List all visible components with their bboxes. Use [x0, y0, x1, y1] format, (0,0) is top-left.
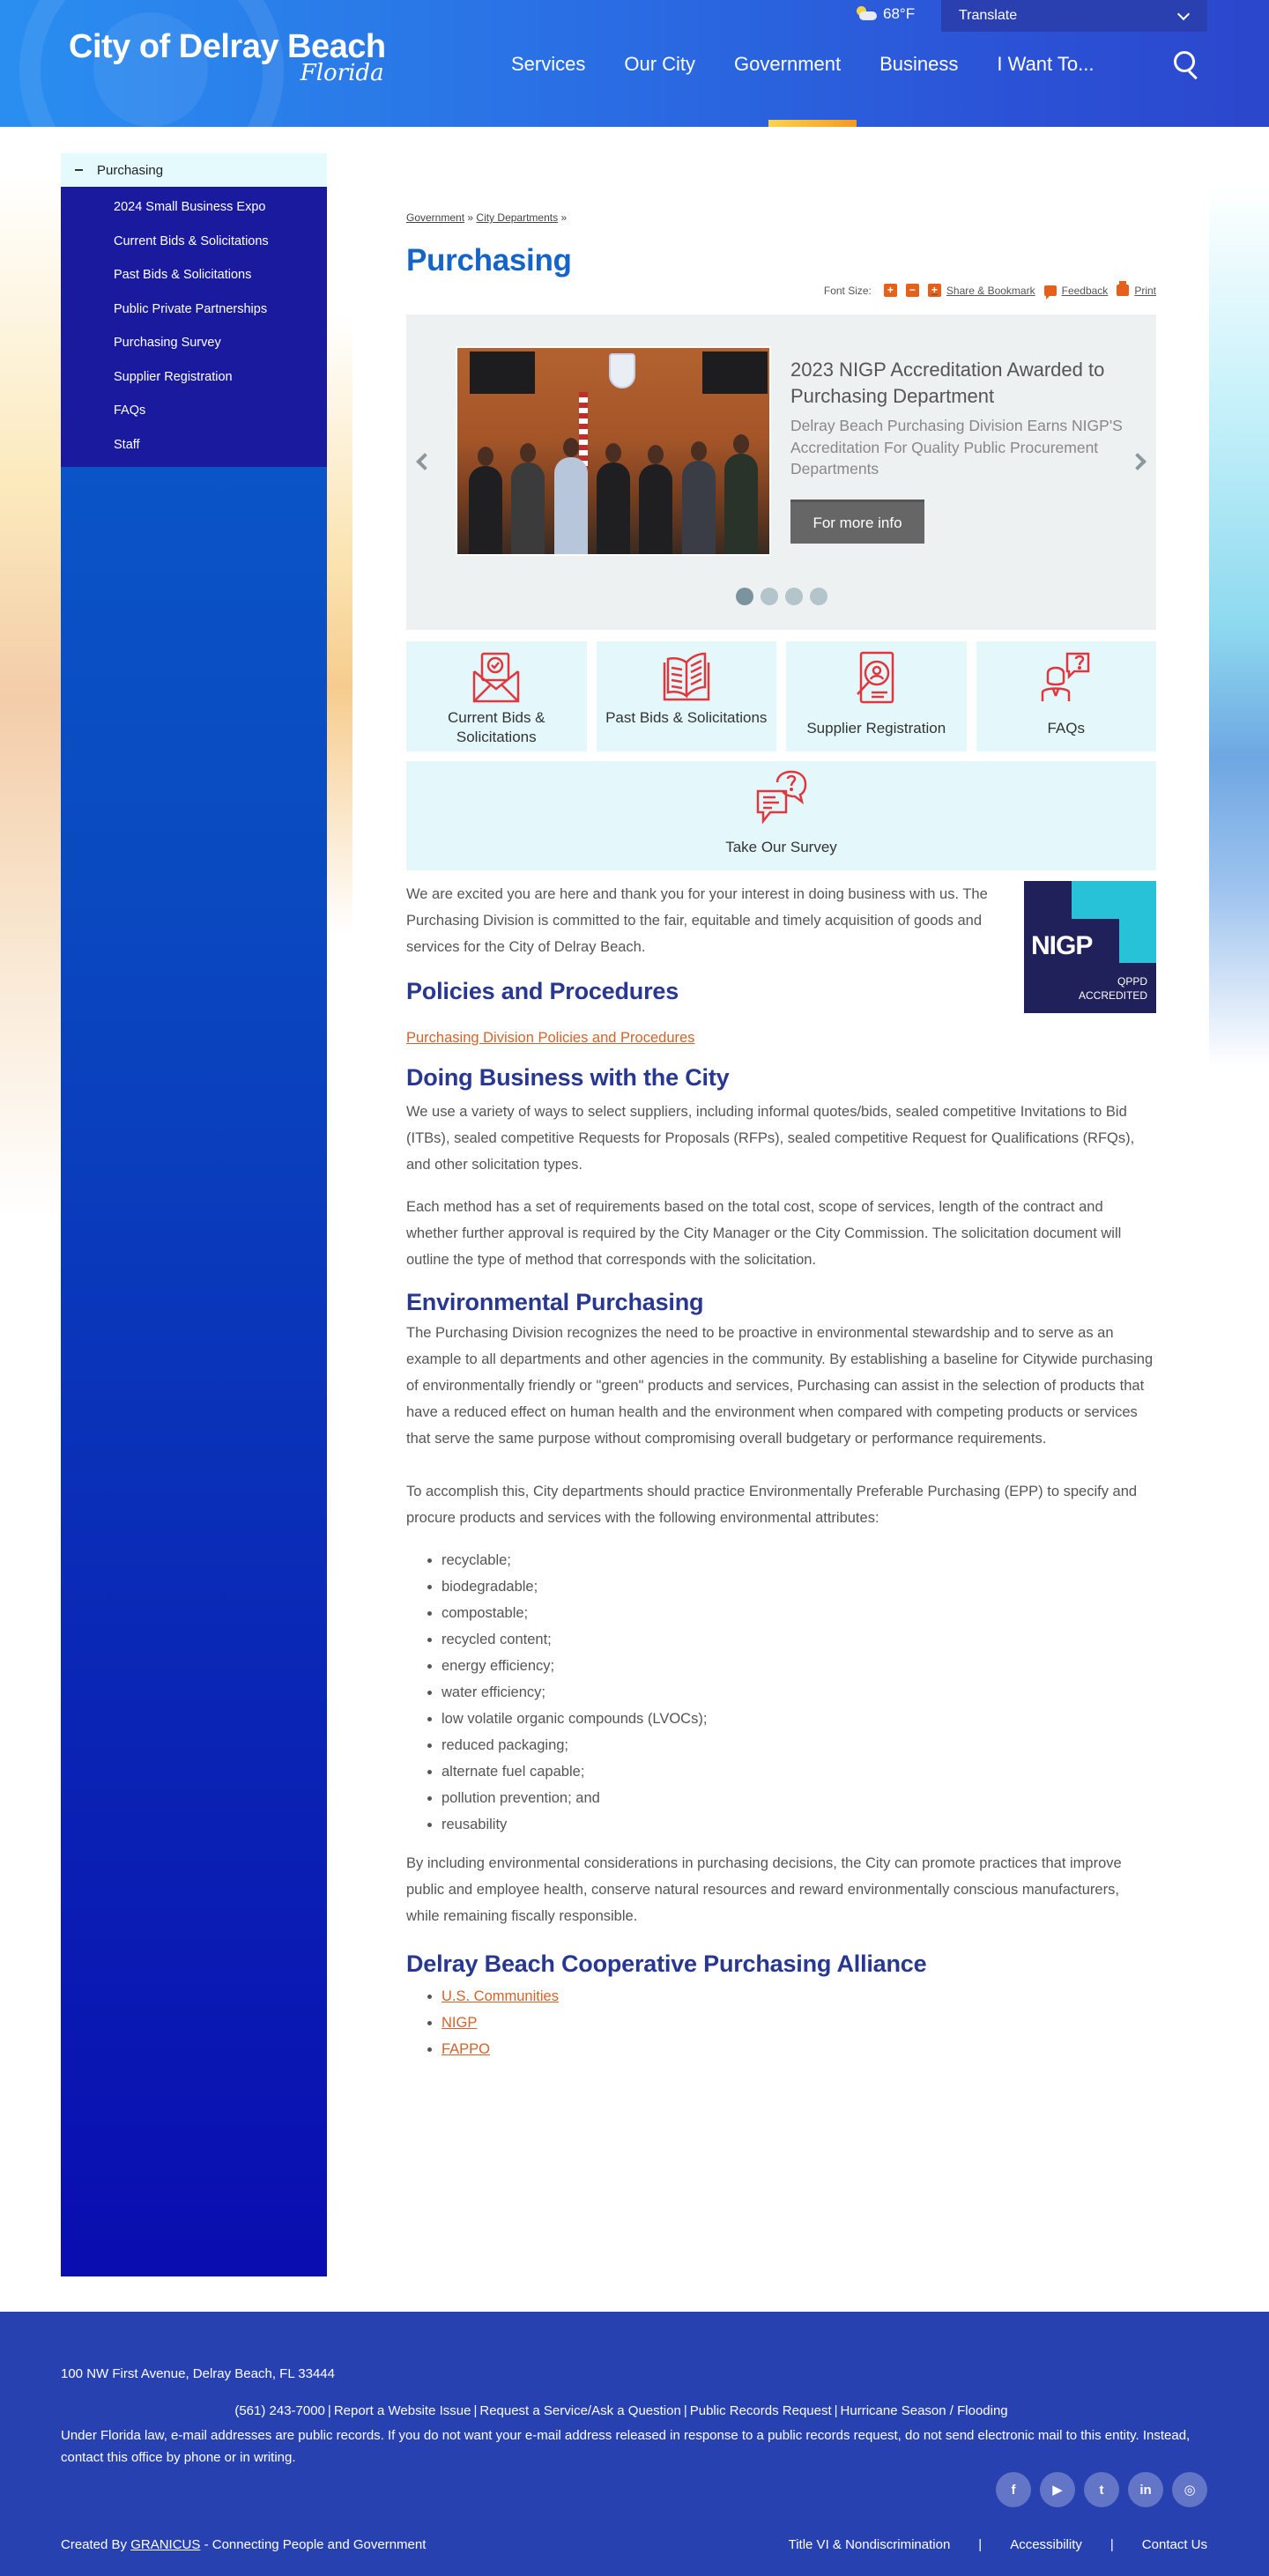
slider-pagination	[406, 588, 1156, 605]
list-item: • compostable;	[442, 1600, 1156, 1626]
weather-widget	[855, 5, 915, 23]
list-item: • energy efficiency;	[442, 1653, 1156, 1679]
sidebar-item-small-business-expo[interactable]: 2024 Small Business Expo	[114, 200, 266, 215]
slider-dot-2[interactable]	[761, 588, 778, 605]
nigp-accredited-badge	[1024, 881, 1156, 1013]
tile-label: Current Bids & Solicitations	[447, 709, 545, 745]
chevron-left-icon[interactable]	[416, 453, 434, 470]
chat-question-icon	[754, 770, 809, 829]
person-question-icon	[1039, 650, 1094, 705]
footer-credit: Created By GRANICUS - Connecting People and Government	[61, 2537, 427, 2552]
share-bookmark-link[interactable]	[928, 284, 1035, 297]
active-nav-indicator	[768, 120, 857, 127]
list-item: • pollution prevention; and	[442, 1785, 1156, 1811]
collapse-icon	[75, 169, 83, 171]
weather-temperature: 68°F	[883, 5, 916, 22]
slider-dot-1[interactable]	[736, 588, 753, 605]
photo-group	[457, 431, 769, 554]
feedback-link[interactable]	[1044, 285, 1109, 297]
list-item: • recycled content;	[442, 1626, 1156, 1653]
breadcrumb-city-departments[interactable]: City Departments	[476, 211, 559, 224]
translate-dropdown[interactable]	[941, 0, 1207, 32]
breadcrumb	[406, 211, 1156, 224]
site-logo[interactable]	[69, 30, 386, 86]
page-title: Purchasing	[406, 243, 572, 278]
feedback-icon	[1044, 285, 1057, 296]
main-nav	[511, 53, 1113, 76]
doing-business-heading: Doing Business with the City	[406, 1064, 730, 1091]
font-decrease-button[interactable]: −	[906, 284, 919, 297]
doing-business-paragraph-2: Each method has a set of requirements based on the total cost, scope of services, length of the contract and whether further approval is required by the City Manager or the City Commission. The solicitation document will outline the type of method that corresponds with the solicitation.	[406, 1199, 1122, 1268]
footer-bottom-links	[789, 2537, 1207, 2552]
nav-our-city[interactable]: Our City	[624, 53, 696, 75]
divider: |	[1109, 2537, 1114, 2552]
link-nigp[interactable]: NIGP	[442, 2015, 478, 2031]
list-item	[442, 1983, 1156, 2010]
environmental-attributes-list	[406, 1547, 1156, 1838]
footer-report-issue-link[interactable]: Report a Website Issue	[333, 2403, 471, 2418]
tile-past-bids[interactable]	[597, 641, 777, 751]
footer-request-service-link[interactable]: Request a Service/Ask a Question	[479, 2403, 681, 2418]
envelope-check-icon	[469, 650, 523, 705]
tile-label: Past Bids & Solicitations	[605, 709, 768, 726]
share-icon: +	[928, 284, 941, 297]
intro-section	[406, 881, 1156, 1047]
share-label: Share & Bookmark	[946, 284, 1035, 297]
nav-i-want-to[interactable]: I Want To...	[997, 53, 1095, 75]
link-us-communities[interactable]: U.S. Communities	[442, 1988, 559, 2004]
search-button[interactable]	[1172, 49, 1200, 79]
twitter-icon[interactable]: t	[1084, 2472, 1119, 2507]
nigp-badge-caption: QPPD ACCREDITED	[1078, 975, 1147, 1002]
instagram-icon[interactable]: ◎	[1172, 2472, 1207, 2507]
social-links	[996, 2472, 1207, 2507]
page-tools	[406, 284, 1156, 297]
footer-email-notice: Under Florida law, e-mail addresses are public records. If you do not want your e-mail address released in response to a public records request, do not send electronic mail to this entity. Instead, contact this office by phone or in writing.	[61, 2428, 1191, 2465]
print-label: Print	[1134, 284, 1156, 297]
cooperative-links-list	[406, 1983, 1156, 2062]
breadcrumb-separator: »	[560, 211, 568, 224]
logo-subtitle: Florida	[300, 60, 384, 86]
list-item	[442, 2010, 1156, 2036]
font-increase-button[interactable]: +	[884, 284, 897, 297]
doing-business-paragraph-1: We use a variety of ways to select suppliers, including informal quotes/bids, sealed competitive Invitations to Bid (ITBs), sealed competitive Requests for Proposals (RFPs), sealed competitive Request for Qualifications (RFQs), and other solicitation types.	[406, 1104, 1135, 1173]
sidebar-item-public-private-partnerships[interactable]: Public Private Partnerships	[114, 301, 268, 316]
accessibility-link[interactable]: Accessibility	[1010, 2537, 1082, 2552]
background-decoration-left	[0, 176, 62, 1216]
list-item: • water efficiency;	[442, 1679, 1156, 1706]
background-decoration-right	[1209, 185, 1269, 1066]
sidebar-item-staff[interactable]: Staff	[114, 437, 140, 452]
nav-services[interactable]: Services	[511, 53, 586, 75]
slide-title: 2023 NIGP Accreditation Awarded to Purchasing Department	[790, 359, 1105, 407]
tile-faqs[interactable]	[976, 641, 1157, 751]
contact-us-link[interactable]: Contact Us	[1141, 2537, 1207, 2552]
chevron-right-icon[interactable]	[1129, 453, 1147, 470]
tile-label: FAQs	[1047, 720, 1085, 737]
cooperative-heading: Delray Beach Cooperative Purchasing Alliance	[406, 1951, 927, 1977]
youtube-icon[interactable]: ▶	[1040, 2472, 1075, 2507]
breadcrumb-separator: »	[467, 211, 474, 224]
photo-crest	[609, 353, 635, 389]
footer-links: (561) 243-7000 | Report a Website Issue | Request a Service/Ask a Question | Public Records Request | Hurricane Season / Flooding	[234, 2403, 1008, 2418]
breadcrumb-government[interactable]: Government	[406, 211, 465, 224]
environmental-paragraph-2: To accomplish this, City departments should practice Environmentally Preferable Purchasing (EPP) to specify and procure products and services with the following environmental attributes:	[406, 1484, 1138, 1526]
partly-cloudy-icon	[855, 6, 878, 22]
list-item: • biodegradable;	[442, 1573, 1156, 1600]
tile-supplier-registration[interactable]	[786, 641, 967, 751]
nav-government[interactable]: Government	[734, 53, 842, 75]
tile-label: Supplier Registration	[806, 720, 946, 737]
sidebar-item-purchasing[interactable]	[61, 153, 327, 187]
footer-public-records-link[interactable]: Public Records Request	[689, 2403, 832, 2418]
facebook-icon[interactable]: f	[996, 2472, 1031, 2507]
environmental-paragraph-3: By including environmental considerations in purchasing decisions, the City can promote practices that improve public and employee health, conserve natural resources and reward environmentally conscious manufacturers, while remaining fiscally responsible.	[406, 1855, 1122, 1924]
footer-address: 100 NW First Avenue, Delray Beach, FL 33444	[61, 2366, 335, 2381]
sidebar-item-purchasing-survey[interactable]: Purchasing Survey	[114, 336, 221, 351]
sidebar	[61, 153, 327, 2276]
photo-tv-right	[702, 352, 768, 394]
list-item: • reusability	[442, 1811, 1156, 1838]
printer-icon	[1117, 285, 1129, 296]
list-item: • recyclable;	[442, 1547, 1156, 1573]
sidebar-item-current-bids[interactable]: Current Bids & Solicitations	[114, 233, 269, 248]
linkedin-icon[interactable]: in	[1128, 2472, 1163, 2507]
slide-description: Delray Beach Purchasing Division Earns NIGP'S Accreditation For Quality Public Procurement Departments	[790, 417, 1123, 477]
environmental-paragraph-1: The Purchasing Division recognizes the need to be proactive in environmental stewardship and to serve as an example to all departments and other agencies in the community. By establishing a baseline for Citywide purchasing of environmentally friendly or "green" products and services, Purchasing can assist in the selection of products that have a reduced effect on human health and the environment when compared with competing products or services that serve the same purpose without compromising overall budgetary or performance requirements.	[406, 1325, 1154, 1447]
quick-links	[406, 641, 1156, 751]
nigp-badge-word: NIGP	[1031, 931, 1093, 960]
chevron-down-icon	[1177, 7, 1190, 19]
list-item: • low volatile organic compounds (LVOCs);	[442, 1706, 1156, 1732]
policies-heading: Policies and Procedures	[406, 978, 679, 1004]
more-info-button[interactable]: For more info	[790, 500, 924, 544]
tile-take-survey[interactable]	[406, 761, 1156, 870]
list-item: • alternate fuel capable;	[442, 1758, 1156, 1785]
sidebar-item-supplier-registration[interactable]: Supplier Registration	[114, 369, 233, 384]
feedback-label: Feedback	[1061, 284, 1109, 297]
news-slider	[406, 315, 1156, 630]
document-search-user-icon	[849, 650, 903, 705]
nav-business[interactable]: Business	[879, 53, 959, 75]
intro-paragraph: We are excited you are here and thank you for your interest in doing business with us. The Purchasing Division is committed to the fair, equitable and timely acquisition of goods and services for the City of Delray Beach.	[406, 886, 988, 955]
granicus-link[interactable]: GRANICUS	[130, 2537, 201, 2552]
photo-tv-left	[470, 352, 535, 394]
translate-label: Translate	[959, 8, 1018, 23]
title-vi-link[interactable]: Title VI & Nondiscrimination	[788, 2537, 951, 2552]
logo-title: City of Delray Beach	[69, 28, 386, 65]
site-header	[0, 0, 1269, 127]
background-decoration-left-inner	[326, 317, 352, 934]
list-item: • reduced packaging;	[442, 1732, 1156, 1758]
tile-label: Take Our Survey	[725, 839, 837, 855]
sidebar-submenu	[61, 187, 327, 467]
sidebar-parent-label: Purchasing	[97, 162, 164, 178]
font-size-label: Font Size:	[823, 284, 872, 297]
footer-hurricane-link[interactable]: Hurricane Season / Flooding	[840, 2403, 1008, 2418]
print-link[interactable]	[1117, 285, 1156, 297]
sidebar-item-faqs[interactable]: FAQs	[114, 403, 146, 418]
policies-link[interactable]: Purchasing Division Policies and Procedures	[406, 1030, 695, 1046]
slider-dot-4[interactable]	[810, 588, 827, 605]
environmental-heading: Environmental Purchasing	[406, 1289, 704, 1315]
link-fappo[interactable]: FAPPO	[442, 2041, 491, 2057]
footer-phone-link[interactable]: (561) 243-7000	[234, 2403, 325, 2418]
open-book-icon	[659, 650, 714, 705]
slider-dot-3[interactable]	[785, 588, 803, 605]
tile-current-bids[interactable]	[406, 641, 587, 751]
slide-photo	[456, 346, 771, 556]
sidebar-item-past-bids[interactable]: Past Bids & Solicitations	[114, 268, 252, 283]
site-footer	[0, 2312, 1269, 2576]
list-item	[442, 2036, 1156, 2062]
main-content	[406, 211, 1156, 2062]
divider: |	[978, 2537, 983, 2552]
